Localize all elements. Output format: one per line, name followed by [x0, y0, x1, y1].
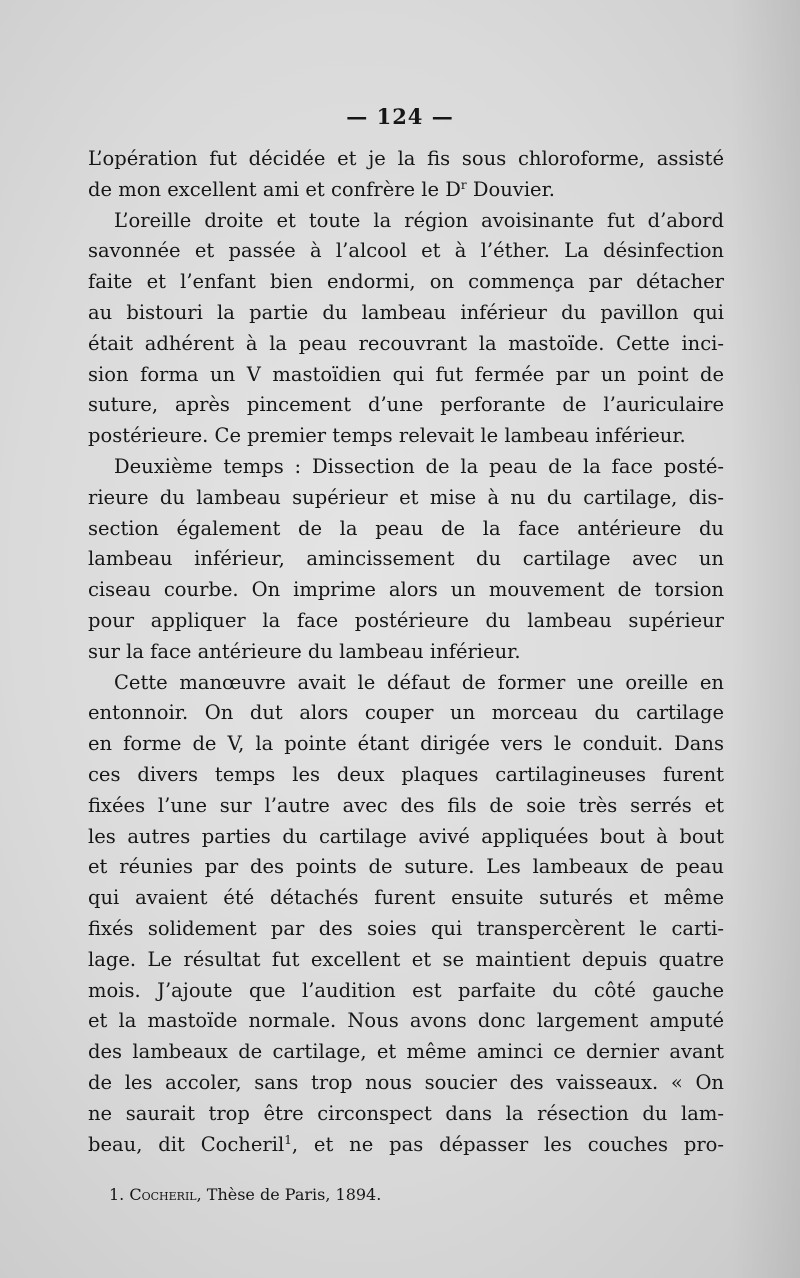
text-line [88, 175, 724, 206]
text-line-content: de mon excellent ami et confrère le D [88, 177, 461, 201]
text-line [88, 544, 724, 575]
page-number: — 124 — [346, 104, 454, 129]
text-line-content: en forme de V, la pointe étant dirigée vers le conduit. Dans [88, 732, 724, 756]
page-edge-shadow [730, 0, 800, 1278]
text-line-content: les autres parties du cartilage avivé appliquées bout à bout [88, 824, 724, 848]
footnote [109, 1185, 381, 1205]
text-line [88, 1068, 724, 1099]
text-line [88, 298, 724, 329]
text-line-content: ciseau courbe. On imprime alors un mouvement de torsion [88, 578, 724, 602]
text-line [88, 329, 724, 360]
text-line-content: beau, dit Cocheril [88, 1132, 285, 1156]
text-line-content: postérieure. Ce premier temps relevait le lambeau inférieur. [88, 424, 686, 448]
text-line-content: sur la face antérieure du lambeau inférieur. [88, 639, 521, 663]
text-line [88, 483, 724, 514]
text-line [88, 883, 724, 914]
text-line-content: qui avaient été détachés furent ensuite suturés et même [88, 886, 724, 910]
text-line-content: faite et l’enfant bien endormi, on commença par détacher [88, 270, 724, 294]
text-line [88, 822, 724, 853]
text-line-content: Deuxième temps : Dissection de la peau de la face posté- [114, 454, 724, 478]
text-line [88, 668, 724, 699]
text-line-content: ne saurait trop être circonspect dans la résection du lam- [88, 1101, 724, 1125]
text-line-content: et réunies par des points de suture. Les lambeaux de peau [88, 855, 724, 879]
text-line [88, 1037, 724, 1068]
text-line-content: suture, après pincement d’une perforante de l’auriculaire [88, 393, 724, 417]
text-line-content: section également de la peau de la face antérieure du [88, 516, 724, 540]
text-line [88, 390, 724, 421]
body-text [88, 144, 724, 1160]
text-line-content: ces divers temps les deux plaques cartilagineuses furent [88, 762, 724, 786]
text-line [88, 575, 724, 606]
text-line-content: sion forma un V mastoïdien qui fut fermée par un point de [88, 362, 724, 386]
text-line [88, 914, 724, 945]
text-line-content: fixées l’une sur l’autre avec des fils de soie très serrés et [88, 793, 724, 817]
text-line [88, 360, 724, 391]
text-line-content: entonnoir. On dut alors couper un morceau du cartilage [88, 701, 724, 725]
text-line-content: pour appliquer la face postérieure du lambeau supérieur [88, 608, 724, 632]
superscript: r [460, 177, 467, 192]
footnote-citation: , Thèse de Paris, 1894. [196, 1185, 382, 1204]
text-line-content: savonnée et passée à l’alcool et à l’éther. La désinfection [88, 239, 724, 263]
text-line-content: L’opération fut décidée et je la fis sous chloroforme, assisté [88, 147, 724, 170]
footnote-number: 1. [109, 1185, 125, 1204]
text-line [88, 791, 724, 822]
text-line [88, 637, 724, 668]
text-line [88, 236, 724, 267]
text-line-content: mois. J’ajoute que l’audition est parfaite du côté gauche [88, 978, 724, 1002]
text-line [88, 760, 724, 791]
text-line [88, 206, 724, 237]
text-line [88, 1006, 724, 1037]
text-line-content: au bistouri la partie du lambeau inférieur du pavillon qui [88, 300, 724, 324]
text-line-content: était adhérent à la peau recouvrant la mastoïde. Cette inci- [88, 331, 724, 355]
footnote-author: Cocheril [129, 1185, 197, 1204]
text-line [88, 421, 724, 452]
text-line [88, 514, 724, 545]
text-line [88, 144, 724, 175]
text-line-content: Cette manœuvre avait le défaut de former une oreille en [114, 670, 724, 694]
text-line [88, 1130, 724, 1161]
text-line-content: lambeau inférieur, amincissement du cartilage avec un [88, 547, 724, 571]
text-line [88, 729, 724, 760]
text-line [88, 1099, 724, 1130]
superscript: 1 [284, 1132, 292, 1147]
text-line [88, 267, 724, 298]
text-line [88, 698, 724, 729]
text-line-content: L’oreille droite et toute la région avoisinante fut d’abord [114, 208, 724, 232]
text-line-content: fixés solidement par des soies qui transpercèrent le carti- [88, 916, 724, 940]
text-line-content: de les accoler, sans trop nous soucier des vaisseaux. « On [88, 1070, 724, 1094]
text-line [88, 852, 724, 883]
text-line [88, 976, 724, 1007]
text-line [88, 606, 724, 637]
text-line [88, 452, 724, 483]
text-line-continuation: Douvier. [466, 177, 555, 201]
text-line-content: rieure du lambeau supérieur et mise à nu du cartilage, dis- [88, 485, 724, 509]
text-line [88, 945, 724, 976]
text-line-content: des lambeaux de cartilage, et même aminci ce dernier avant [88, 1040, 724, 1064]
text-line-continuation: , et ne pas dépasser les couches pro- [291, 1132, 724, 1156]
text-line-content: lage. Le résultat fut excellent et se maintient depuis quatre [88, 947, 724, 971]
text-line-content: et la mastoïde normale. Nous avons donc largement amputé [88, 1009, 724, 1033]
